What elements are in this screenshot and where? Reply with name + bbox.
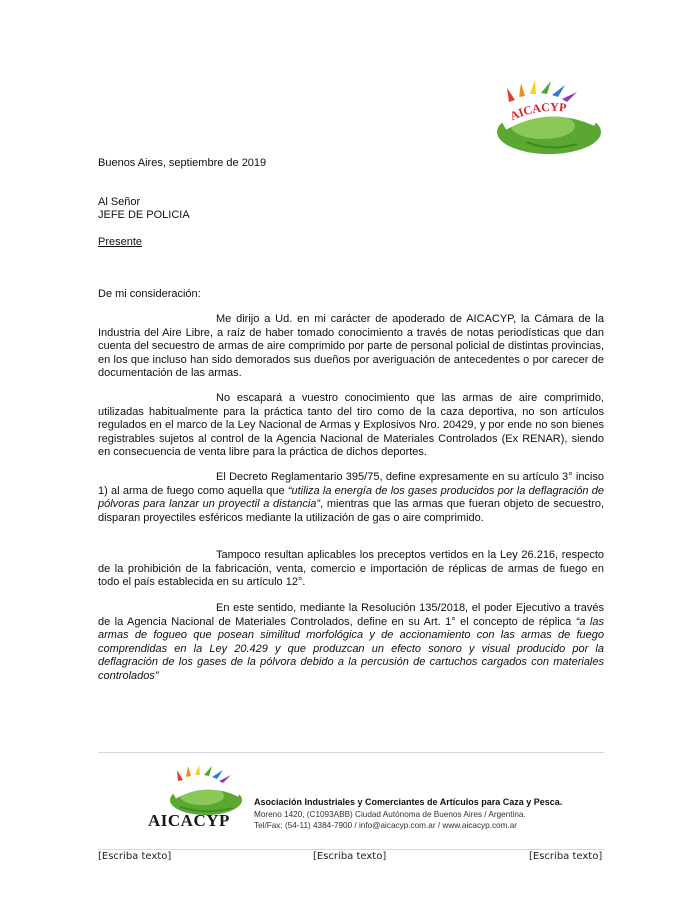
- footer-address: Moreno 1420, (C1093ABB) Ciudad Autónoma de Buenos Aires / Argentina.: [254, 810, 526, 819]
- logo-rays: [507, 80, 577, 102]
- footer-placeholder-right[interactable]: [Escriba texto]: [529, 851, 603, 862]
- footer-association: Asociación Industriales y Comerciantes de Artículos para Caza y Pesca.: [254, 797, 563, 807]
- paragraph-4: Tampoco resultan aplicables los preceptos vertidos en la Ley 26.216, respecto de la prohibición de la fabricación, venta, comercio e importación de réplicas de armas de fuego en todo el país establecida en su artículo 12°.: [98, 549, 604, 589]
- place-date: Buenos Aires, septiembre de 2019: [98, 157, 267, 169]
- presente-label: Presente: [98, 236, 143, 248]
- logo-text: AICACYP: [507, 99, 568, 124]
- footer-placeholder-left[interactable]: [Escriba texto]: [98, 851, 172, 862]
- footer-logo-icon: [168, 765, 248, 817]
- paragraph-2: No escapará a vuestro conocimiento que las armas de aire comprimido, utilizadas habitualmente para la práctica tanto del tiro como de la caza deportiva, no son artículos regulados en el marco de la Ley Nacional de Armas y Explosivos Nro. 20429, y por ende no son bienes registrables sujetos al control de la Agencia Nacional de Materiales Controlados (Ex RENAR), siendo en consecuencia de venta libre para la práctica de dichos deportes.: [98, 392, 604, 459]
- paragraph-1: Me dirijo a Ud. en mi carácter de apoderado de AICACYP, la Cámara de la Industria del Aire Libre, a raíz de haber tomado conocimiento a través de notas periodísticas que dan cuenta del secuestro de armas de aire comprimido por parte de personal policial de distintas provincias, en los que incluso han sido demorados sus dueños por averiguación de antecedentes o por carecer de documentación de las armas.: [98, 313, 604, 380]
- greeting: De mi consideración:: [98, 288, 201, 300]
- footer-contact: Tel/Fax: (54-11) 4384-7900 / info@aicacyp.com.ar / www.aicacyp.com.ar: [254, 821, 517, 830]
- footer-placeholder-center[interactable]: [Escriba texto]: [313, 851, 387, 862]
- footer-letterhead: [98, 752, 604, 850]
- recipient-title: JEFE DE POLICIA: [98, 209, 190, 221]
- paragraph-5: En este sentido, mediante la Resolución 135/2018, el poder Ejecutivo a través de la Agencia Nacional de Materiales Controlados, define en su Art. 1° el concepto de réplica “a las armas de fogueo que posean similitud morfológica y de accionamiento con las armas de fuego comprendidas en la Ley 20.429 y que produzcan un efecto sonoro y visual producido por la deflagración de los gases de la pólvora debido a la percusión de cartuchos cargados con materiales controlados”: [98, 602, 604, 682]
- recipient-salutation: Al Señor: [98, 196, 141, 208]
- aicacyp-logo: [493, 80, 605, 162]
- resolution-quote: “a las armas de fogueo que posean similitud morfológica y de accionamiento con las armas de fuego comprendidas en la Ley 20.429 y que produzcan un efecto sonoro y visual producido por la deflagración de los gases de la pólvora debido a la percusión de cartuchos cargados con materiales controlados”: [98, 615, 604, 682]
- footer-brand: AICACYP: [148, 811, 230, 830]
- paragraph-3: El Decreto Reglamentario 395/75, define expresamente en su artículo 3° inciso 1) al arma de fuego como aquella que “utiliza la energía de los gases producidos por la deflagración de pólvoras para lanzar un proyectil a distancia”, mientras que las armas que fueran objeto de secuestro, disparan proyectiles esféricos mediante la utilización de gas o aire comprimido.: [98, 471, 605, 524]
- decree-quote: “utiliza la energía de los gases producidos por la deflagración de pólvoras para lanzar un proyectil a distancia”: [98, 484, 605, 511]
